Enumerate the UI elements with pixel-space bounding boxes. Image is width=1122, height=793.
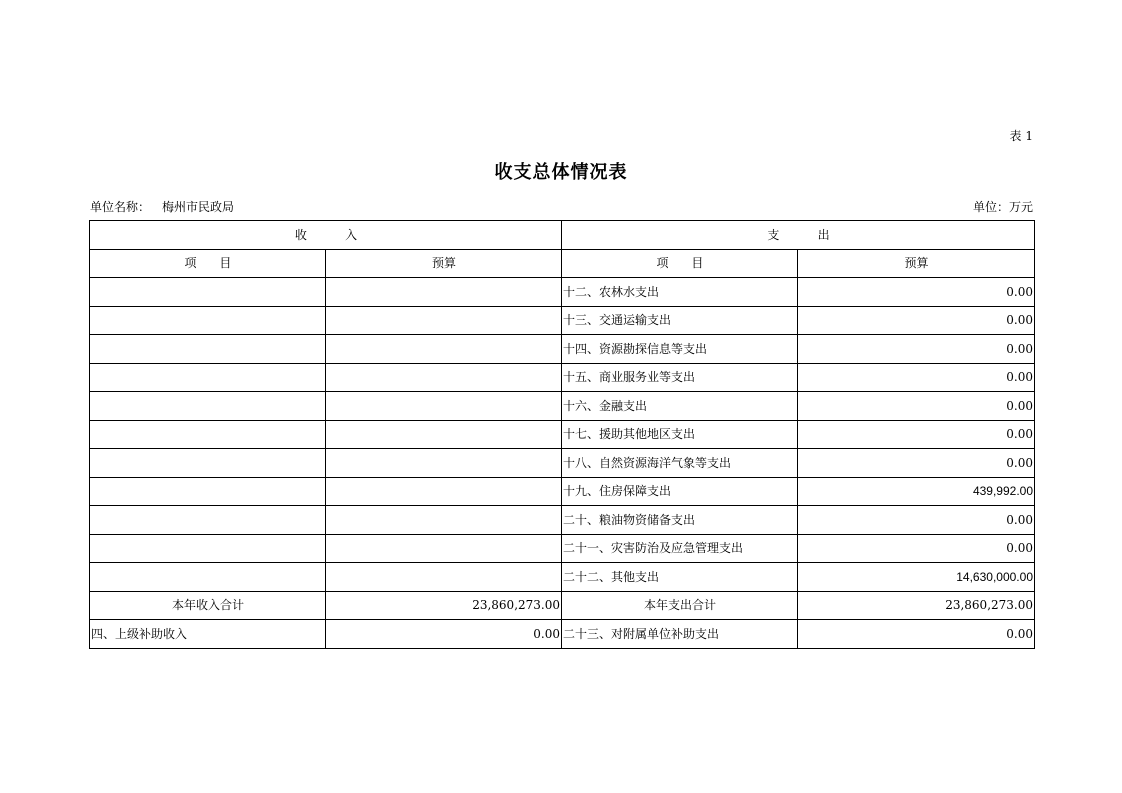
expense-budget-header: 预算: [798, 249, 1035, 278]
expense-item-cell: 二十、粮油物资储备支出: [562, 506, 798, 535]
income-budget-cell: [326, 392, 562, 421]
table-row: [90, 306, 1035, 335]
expense-item-cell: 十五、商业服务业等支出: [562, 363, 798, 392]
expense-budget-cell: 0.00: [798, 620, 1035, 649]
expense-item-cell: 十二、农林水支出: [562, 278, 798, 307]
income-item-cell: [90, 563, 326, 592]
expense-item-header: 项 目: [562, 249, 798, 278]
expense-item-cell: 二十一、灾害防治及应急管理支出: [562, 534, 798, 563]
table-row: [90, 563, 1035, 592]
table-row: [90, 278, 1035, 307]
expense-total-label: 本年支出合计: [562, 591, 798, 620]
income-item-cell: [90, 306, 326, 335]
expense-item-cell: 十九、住房保障支出: [562, 477, 798, 506]
totals-row: [90, 591, 1035, 620]
column-header-row: [90, 249, 1035, 278]
income-item-cell: [90, 477, 326, 506]
table-number-label: 表 1: [1009, 129, 1033, 143]
income-budget-cell: [326, 506, 562, 535]
income-item-cell: [90, 392, 326, 421]
income-budget-cell: [326, 477, 562, 506]
income-budget-cell: [326, 335, 562, 364]
income-budget-cell: 0.00: [326, 620, 562, 649]
expense-item-cell: 十七、援助其他地区支出: [562, 420, 798, 449]
income-item-cell: [90, 363, 326, 392]
expense-budget-cell: 14,630,000.00: [798, 563, 1035, 592]
expense-item-cell: 二十三、对附属单位补助支出: [562, 620, 798, 649]
income-budget-header: 预算: [326, 249, 562, 278]
expense-budget-cell: 0.00: [798, 278, 1035, 307]
page-title: 收支总体情况表: [494, 162, 628, 183]
expense-item-cell: 十四、资源勘探信息等支出: [562, 335, 798, 364]
budget-summary-table: [89, 220, 1035, 649]
table-row: [90, 335, 1035, 364]
table-row: [90, 620, 1035, 649]
expense-budget-cell: 0.00: [798, 534, 1035, 563]
income-budget-cell: [326, 449, 562, 478]
income-item-cell: [90, 278, 326, 307]
income-item-cell: [90, 534, 326, 563]
income-item-header: 项 目: [90, 249, 326, 278]
income-budget-cell: [326, 420, 562, 449]
income-budget-cell: [326, 563, 562, 592]
income-budget-cell: [326, 534, 562, 563]
table-row: [90, 363, 1035, 392]
table-row: [90, 477, 1035, 506]
unit-name-value: 梅州市民政局: [162, 200, 235, 214]
income-item-cell: [90, 449, 326, 478]
section-header-row: [90, 221, 1035, 250]
expense-budget-cell: 0.00: [798, 449, 1035, 478]
expense-budget-cell: 0.00: [798, 420, 1035, 449]
income-item-cell: [90, 420, 326, 449]
income-budget-cell: [326, 278, 562, 307]
expense-item-cell: 十六、金融支出: [562, 392, 798, 421]
table-row: [90, 534, 1035, 563]
currency-unit-label: 单位：万元: [972, 200, 1033, 214]
unit-name-line: [90, 198, 234, 215]
income-total-label: 本年收入合计: [90, 591, 326, 620]
expense-budget-cell: 439,992.00: [798, 477, 1035, 506]
income-budget-cell: [326, 306, 562, 335]
expense-item-cell: 二十二、其他支出: [562, 563, 798, 592]
expense-total-value: 23,860,273.00: [798, 591, 1035, 620]
table-row: [90, 449, 1035, 478]
expense-budget-cell: 0.00: [798, 392, 1035, 421]
expense-budget-cell: 0.00: [798, 306, 1035, 335]
table-row: [90, 420, 1035, 449]
table-row: [90, 392, 1035, 421]
expense-budget-cell: 0.00: [798, 363, 1035, 392]
table-row: [90, 506, 1035, 535]
unit-name-label: 单位名称：: [90, 200, 151, 214]
expense-item-cell: 十八、自然资源海洋气象等支出: [562, 449, 798, 478]
income-item-cell: 四、上级补助收入: [90, 620, 326, 649]
expense-item-cell: 十三、交通运输支出: [562, 306, 798, 335]
income-total-value: 23,860,273.00: [326, 591, 562, 620]
income-item-cell: [90, 506, 326, 535]
income-section-header: 收 入: [90, 221, 562, 250]
expense-budget-cell: 0.00: [798, 335, 1035, 364]
income-item-cell: [90, 335, 326, 364]
expense-budget-cell: 0.00: [798, 506, 1035, 535]
expense-section-header: 支 出: [562, 221, 1035, 250]
income-budget-cell: [326, 363, 562, 392]
